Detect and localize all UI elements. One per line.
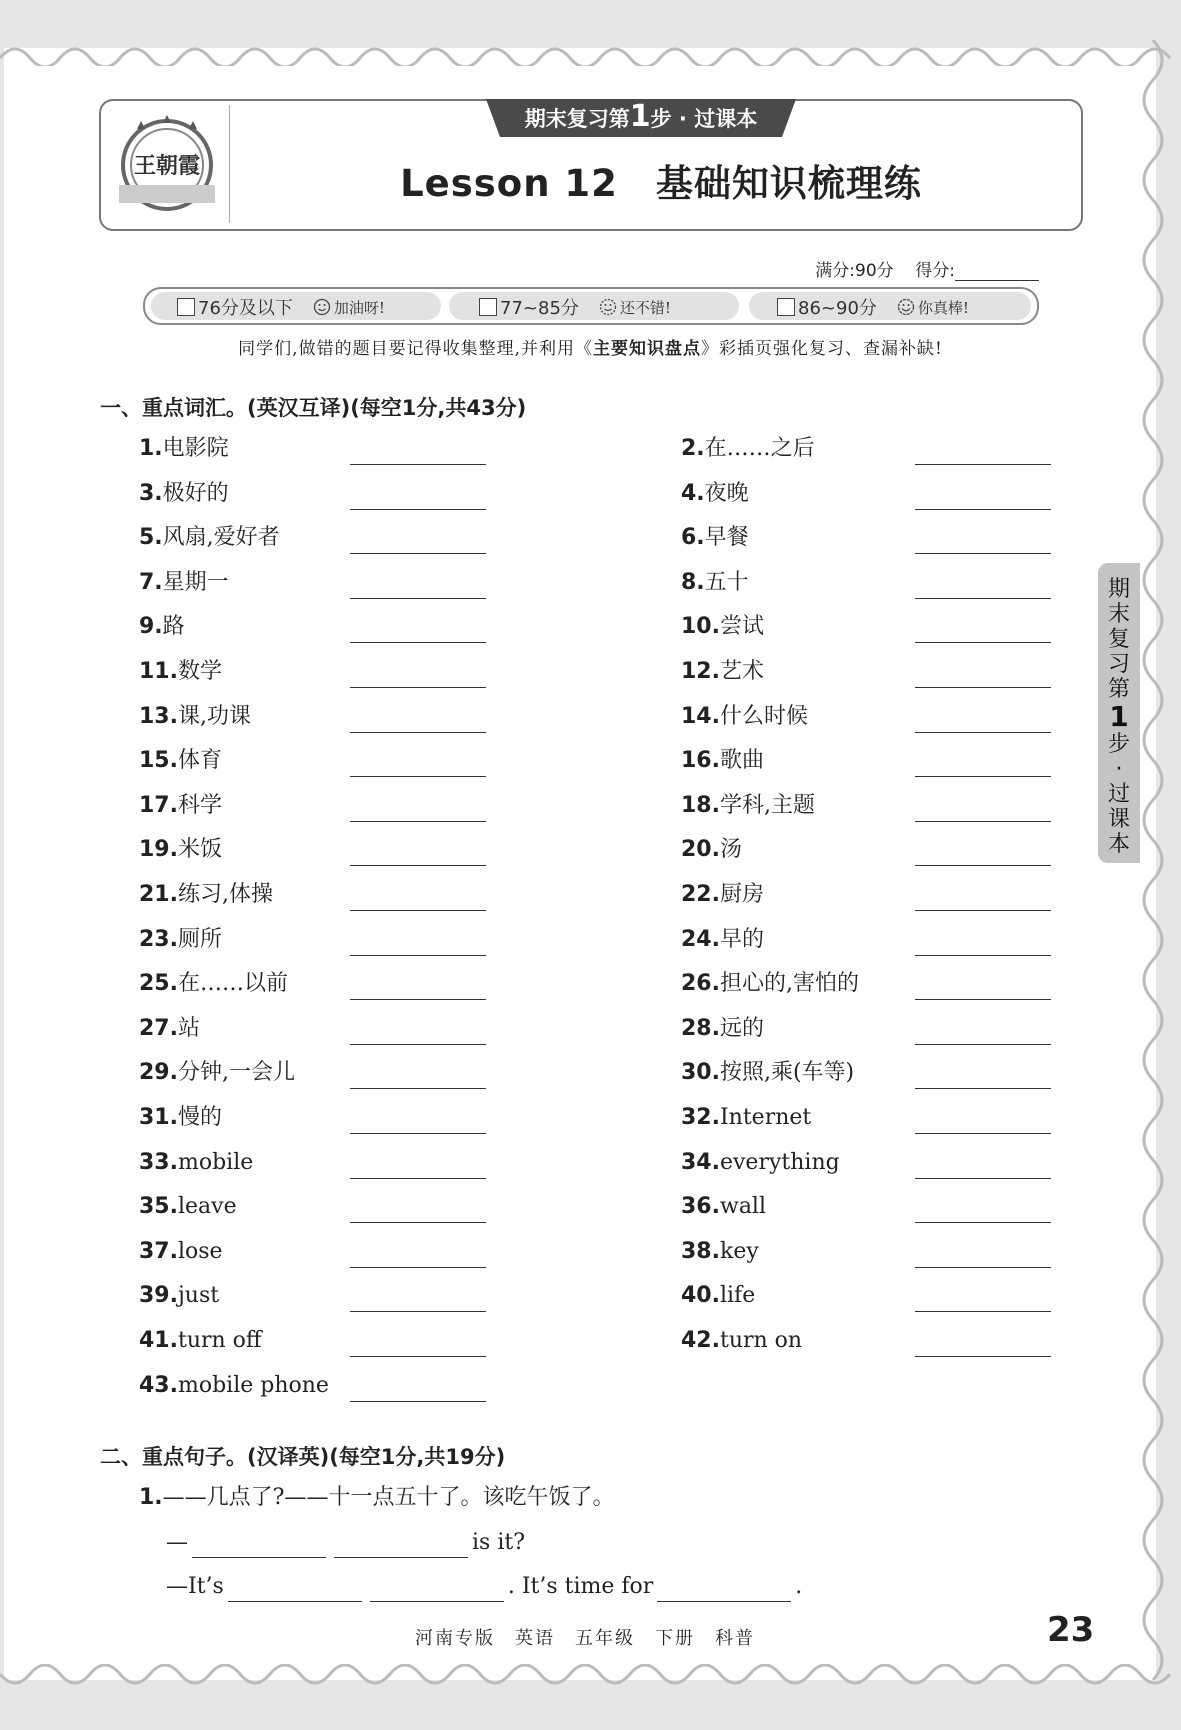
vocab-number: 19. <box>139 837 178 863</box>
vocab-text: 科学 <box>177 792 222 818</box>
answer-blank[interactable] <box>350 1088 486 1089</box>
vocab-text: mobile phone <box>177 1372 329 1398</box>
vocab-number: 33. <box>139 1149 178 1175</box>
wavy-border-top <box>0 36 1181 66</box>
vocab-number: 37. <box>139 1238 178 1264</box>
side-char: 期 <box>1107 577 1130 602</box>
vocab-item <box>681 1192 766 1222</box>
vocab-item <box>139 835 222 865</box>
footer-text: 河南专版 英语 五年级 下册 科普 <box>415 1628 755 1649</box>
vocab-item <box>681 925 764 955</box>
vocab-item <box>139 702 251 732</box>
answer-blank[interactable] <box>350 642 486 643</box>
vocab-item <box>681 969 859 999</box>
vocab-item <box>139 657 222 687</box>
vocab-number: 40. <box>681 1283 720 1309</box>
got-score-label: 得分: <box>915 261 955 281</box>
vocab-text: 早餐 <box>704 525 749 551</box>
vocab-number: 5. <box>139 525 163 551</box>
line1-dash: — <box>166 1530 188 1555</box>
vocab-item <box>681 791 815 821</box>
vocab-text: 站 <box>177 1015 200 1041</box>
vocab-text: leave <box>177 1194 237 1220</box>
vocab-number: 13. <box>139 703 178 729</box>
line2-start: —It’s <box>166 1574 224 1599</box>
answer-blank[interactable] <box>915 553 1051 554</box>
answer-blank[interactable] <box>350 910 486 911</box>
vocab-number: 15. <box>139 748 178 774</box>
vocab-item <box>139 523 280 553</box>
vocab-number: 28. <box>681 1015 720 1041</box>
side-char: 第 <box>1107 677 1130 702</box>
vocab-item <box>139 434 229 464</box>
rating-item-2 <box>479 294 671 320</box>
vocab-number: 2. <box>681 436 705 461</box>
vocab-text: 歌曲 <box>719 748 764 774</box>
side-review-tab <box>1098 563 1140 863</box>
vocab-number: 36. <box>681 1194 720 1220</box>
vocab-item <box>139 1014 200 1044</box>
vocab-text: 担心的,害怕的 <box>719 971 859 997</box>
vocab-text: 路 <box>162 614 185 640</box>
rating-item-3 <box>777 294 969 320</box>
answer-blank[interactable] <box>915 776 1051 777</box>
vocab-number: 1. <box>139 436 163 461</box>
rating-range-1: 76分及以下 <box>198 298 293 319</box>
vocab-text: 艺术 <box>719 659 764 684</box>
vocab-text: 学科,主题 <box>719 792 815 818</box>
answer-blank[interactable] <box>350 553 486 554</box>
vocab-number: 27. <box>139 1015 178 1041</box>
lesson-title: Lesson 12 基础知识梳理练 <box>400 162 922 205</box>
answer-blank[interactable] <box>350 776 486 777</box>
answer-blank[interactable] <box>915 1267 1051 1268</box>
review-tip <box>0 334 1181 359</box>
vocab-item <box>681 880 764 910</box>
tip-bold: 主要知识盘点 <box>592 339 701 359</box>
vocab-item <box>139 1103 222 1133</box>
answer-blank[interactable] <box>915 687 1051 688</box>
vocab-text: 练习,体操 <box>177 882 273 907</box>
side-char: 步 <box>1107 732 1130 757</box>
vocab-item <box>139 1371 329 1401</box>
answer-blank[interactable] <box>350 1222 486 1223</box>
vocab-number: 8. <box>681 569 705 595</box>
answer-blank[interactable] <box>915 598 1051 599</box>
vocab-text: 在……以前 <box>177 971 288 997</box>
line2-mid: . It’s time for <box>507 1574 654 1599</box>
answer-blank[interactable] <box>657 1575 791 1602</box>
answer-blank[interactable] <box>915 910 1051 911</box>
vocab-text: 米饭 <box>177 837 222 863</box>
vocab-number: 6. <box>681 525 705 551</box>
full-score: 满分:90分 <box>815 261 894 281</box>
wavy-border-bottom <box>0 1664 1181 1694</box>
vocab-number: 16. <box>681 748 720 774</box>
vocab-text: 五十 <box>704 569 749 595</box>
line1-end: is it? <box>472 1530 525 1555</box>
vocab-text: 夜晚 <box>704 480 749 506</box>
answer-blank[interactable] <box>350 1133 486 1134</box>
vocab-number: 29. <box>139 1060 178 1086</box>
vocab-item <box>139 880 273 910</box>
vocab-number: 18. <box>681 792 720 818</box>
vocab-item <box>681 1281 755 1311</box>
answer-blank[interactable] <box>915 999 1051 1000</box>
vocab-number: 3. <box>139 480 163 506</box>
vocab-text: mobile <box>177 1149 254 1175</box>
vocab-number: 22. <box>681 882 720 907</box>
sentence-q1-prompt <box>139 1483 614 1513</box>
rating-range-3: 86~90分 <box>798 298 877 319</box>
vocab-text: 课,功课 <box>177 703 251 729</box>
publisher-logo <box>111 107 223 219</box>
answer-blank[interactable] <box>350 1401 486 1402</box>
vocab-item <box>681 612 764 642</box>
vocab-text: Internet <box>719 1105 812 1130</box>
answer-blank[interactable] <box>350 1178 486 1179</box>
answer-blank[interactable] <box>915 642 1051 643</box>
tip-after: 》彩插页强化复习、查漏补缺! <box>700 339 943 359</box>
vocab-number: 4. <box>681 480 705 506</box>
rating-bar <box>143 287 1039 325</box>
vocab-number: 43. <box>139 1372 178 1398</box>
side-char: 本 <box>1107 832 1130 857</box>
vocab-number: 35. <box>139 1194 178 1220</box>
vocab-item <box>139 1281 219 1311</box>
answer-blank[interactable] <box>350 509 486 510</box>
review-step-banner <box>486 99 796 137</box>
rating-note-2: 还不错! <box>619 298 671 317</box>
side-char: · <box>1115 757 1123 782</box>
vocab-text: life <box>719 1283 756 1309</box>
vocab-text: turn on <box>719 1328 803 1353</box>
vocab-text: just <box>177 1283 220 1309</box>
answer-blank[interactable] <box>915 1178 1051 1179</box>
vocab-item <box>681 835 742 865</box>
answer-blank[interactable] <box>350 999 486 1000</box>
header-box <box>99 99 1083 231</box>
vocab-text: lose <box>177 1238 223 1264</box>
section2-title: 二、重点句子。(汉译英)(每空1分,共19分) <box>100 1445 506 1469</box>
vocab-text: everything <box>719 1149 840 1175</box>
side-char: 末 <box>1107 602 1130 627</box>
vocab-item <box>681 1058 854 1088</box>
vocab-item <box>681 523 749 553</box>
vocab-text: 远的 <box>719 1015 764 1041</box>
vocab-number: 12. <box>681 659 720 684</box>
vocab-number: 14. <box>681 703 720 729</box>
vocab-text: 按照,乘(车等) <box>719 1060 855 1086</box>
answer-blank[interactable] <box>915 509 1051 510</box>
score-line <box>815 256 1039 281</box>
answer-blank[interactable] <box>915 1311 1051 1312</box>
vocab-item <box>681 1103 811 1133</box>
answer-blank[interactable] <box>915 1222 1051 1223</box>
section1-title: 一、重点词汇。(英汉互译)(每空1分,共43分) <box>100 396 527 420</box>
vocab-number: 34. <box>681 1149 720 1175</box>
answer-blank[interactable] <box>915 821 1051 822</box>
answer-blank[interactable] <box>228 1575 362 1602</box>
answer-blank[interactable] <box>350 865 486 866</box>
side-char: 复 <box>1107 627 1130 652</box>
vocab-text: 极好的 <box>162 480 229 506</box>
vocab-item <box>681 434 815 464</box>
vocab-item <box>681 746 764 776</box>
vocab-text: 尝试 <box>719 614 764 640</box>
vocab-number: 10. <box>681 614 720 640</box>
logo-text: 王朝霞 <box>133 153 201 179</box>
rating-note-3: 你真棒! <box>917 298 969 317</box>
rating-item-1 <box>177 294 385 320</box>
vocab-number: 38. <box>681 1238 720 1264</box>
vocab-item <box>139 1148 253 1178</box>
vocab-item <box>681 479 749 509</box>
vocab-number: 26. <box>681 971 720 997</box>
answer-blank[interactable] <box>915 865 1051 866</box>
vocab-item <box>139 925 222 955</box>
vocab-item <box>139 1326 262 1356</box>
header-divider <box>229 105 230 223</box>
vocab-item <box>139 568 229 598</box>
vocab-number: 21. <box>139 882 178 907</box>
vocab-text: turn off <box>177 1328 262 1353</box>
vocab-number: 42. <box>681 1328 720 1353</box>
banner-prefix: 期末复习第 <box>524 107 630 131</box>
answer-blank[interactable] <box>192 1531 326 1558</box>
vocab-number: 7. <box>139 569 163 595</box>
vocab-item <box>139 1192 237 1222</box>
smiley-face-icon <box>897 298 915 316</box>
answer-blank[interactable] <box>915 1044 1051 1045</box>
rating-checkbox-1[interactable] <box>177 298 195 316</box>
answer-blank[interactable] <box>915 464 1051 465</box>
answer-blank[interactable] <box>915 1356 1051 1357</box>
vocab-item <box>139 1058 295 1088</box>
vocab-text: 风扇,爱好者 <box>162 525 280 551</box>
smiley-face-icon <box>599 298 617 316</box>
rating-checkbox-2[interactable] <box>479 298 497 316</box>
vocab-text: 在……之后 <box>704 436 815 461</box>
vocab-text: 体育 <box>177 748 222 774</box>
side-char: 过 <box>1107 782 1130 807</box>
sentence-q1-line1 <box>166 1528 525 1558</box>
vocab-text: 分钟,一会儿 <box>177 1060 295 1086</box>
answer-blank[interactable] <box>915 1133 1051 1134</box>
vocab-text: 汤 <box>719 837 742 863</box>
vocab-item <box>681 1237 759 1267</box>
answer-blank[interactable] <box>350 732 486 733</box>
answer-blank[interactable] <box>350 464 486 465</box>
rating-checkbox-3[interactable] <box>777 298 795 316</box>
answer-blank[interactable] <box>350 1356 486 1357</box>
vocab-number: 17. <box>139 792 178 818</box>
vocab-item <box>681 1148 840 1178</box>
vocab-text: 厕所 <box>177 926 222 952</box>
vocab-text: 电影院 <box>162 436 229 461</box>
sentence-q1-text: ——几点了?——十一点五十了。该吃午饭了。 <box>162 1485 615 1510</box>
vocab-number: 30. <box>681 1060 720 1086</box>
answer-blank[interactable] <box>350 1044 486 1045</box>
vocab-number: 9. <box>139 614 163 640</box>
vocab-text: 早的 <box>719 926 764 952</box>
vocab-number: 11. <box>139 659 178 684</box>
answer-blank[interactable] <box>350 598 486 599</box>
vocab-text: key <box>719 1238 759 1264</box>
answer-blank[interactable] <box>350 821 486 822</box>
sentence-q1-number: 1. <box>139 1485 163 1510</box>
vocab-number: 20. <box>681 837 720 863</box>
banner-number: 1 <box>629 99 651 134</box>
sentence-q1-line2 <box>166 1572 802 1602</box>
answer-blank[interactable] <box>350 955 486 956</box>
side-char: 课 <box>1107 807 1130 832</box>
answer-blank[interactable] <box>915 955 1051 956</box>
answer-blank[interactable] <box>915 732 1051 733</box>
vocab-number: 32. <box>681 1105 720 1130</box>
answer-blank[interactable] <box>370 1575 504 1602</box>
vocab-item <box>139 746 222 776</box>
vocab-text: 数学 <box>177 659 222 684</box>
vocab-text: wall <box>719 1194 767 1220</box>
vocab-item <box>139 479 229 509</box>
score-blank[interactable] <box>955 264 1039 281</box>
vocab-number: 25. <box>139 971 178 997</box>
line2-end: . <box>795 1574 803 1599</box>
answer-blank[interactable] <box>915 1088 1051 1089</box>
vocab-item <box>681 657 764 687</box>
page-number: 23 <box>1047 1610 1095 1650</box>
vocab-number: 24. <box>681 926 720 952</box>
vocab-item <box>139 791 222 821</box>
vocab-item <box>681 568 749 598</box>
vocab-text: 慢的 <box>177 1105 222 1130</box>
rating-range-2: 77~85分 <box>500 298 579 319</box>
wavy-border-right <box>1141 40 1181 1680</box>
banner-suffix: 步 · 过课本 <box>650 107 758 131</box>
vocab-text: 什么时候 <box>719 703 808 729</box>
vocab-text: 厨房 <box>719 882 764 907</box>
vocab-item <box>139 612 185 642</box>
tip-before: 同学们,做错的题目要记得收集整理,并利用《 <box>238 339 593 359</box>
vocab-item <box>139 1237 223 1267</box>
vocab-item <box>681 1326 802 1356</box>
vocab-number: 41. <box>139 1328 178 1353</box>
rating-note-1: 加油呀! <box>333 298 385 317</box>
answer-blank[interactable] <box>350 1267 486 1268</box>
side-char: 习 <box>1107 652 1130 677</box>
answer-blank[interactable] <box>350 1311 486 1312</box>
vocab-number: 31. <box>139 1105 178 1130</box>
side-number: 1 <box>1109 700 1129 733</box>
vocab-item <box>681 1014 764 1044</box>
vocab-item <box>681 702 808 732</box>
answer-blank[interactable] <box>334 1531 468 1558</box>
vocab-text: 星期一 <box>162 569 229 595</box>
vocab-item <box>139 969 288 999</box>
answer-blank[interactable] <box>350 687 486 688</box>
vocab-number: 39. <box>139 1283 178 1309</box>
smiley-face-icon <box>313 298 331 316</box>
vocab-number: 23. <box>139 926 178 952</box>
